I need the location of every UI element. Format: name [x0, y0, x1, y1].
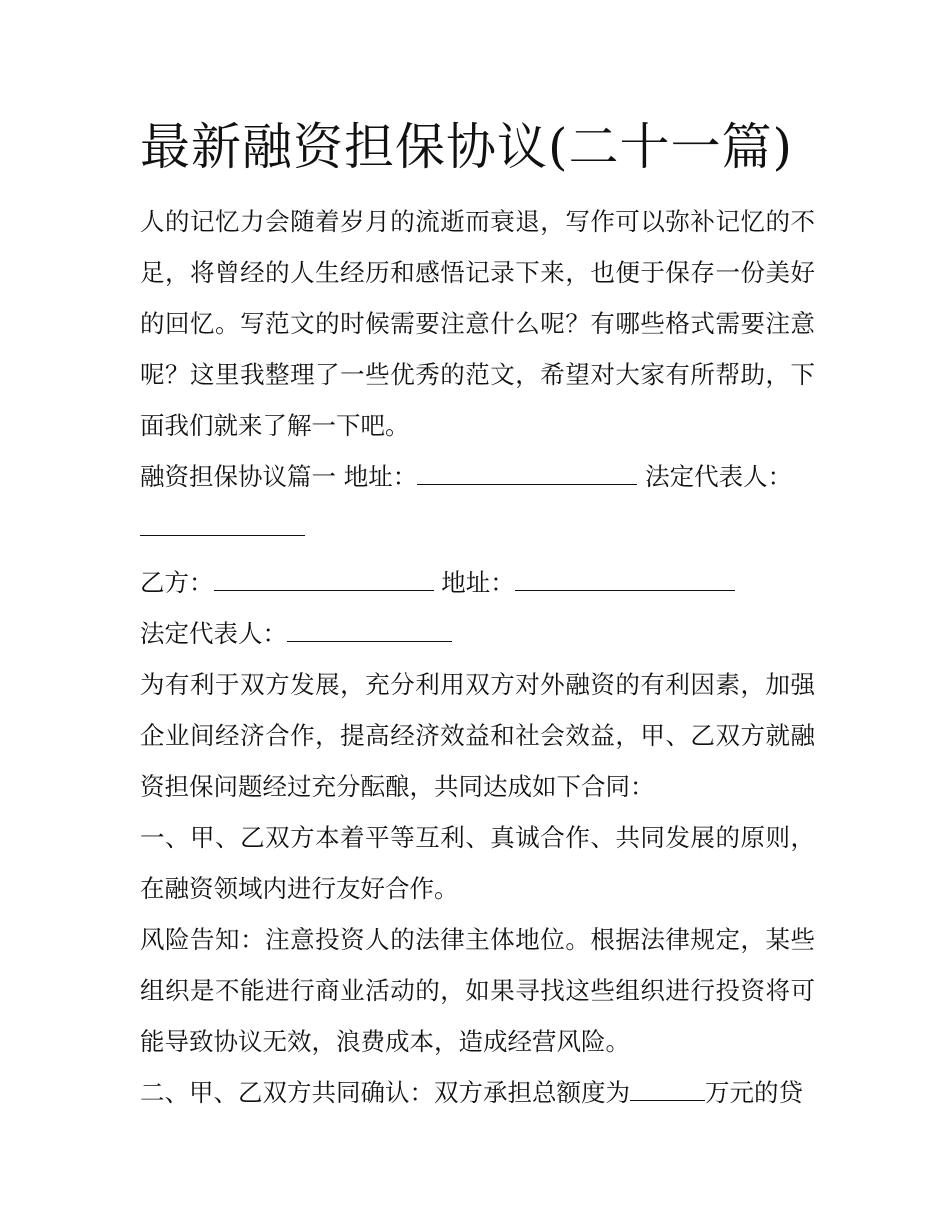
party-a-rep-label: 法定代表人：	[645, 462, 793, 491]
risk-notice-paragraph: 风险告知：注意投资人的法律主体地位。根据法律规定，某些组织是不能进行商业活动的，如果寻找这些组织进行投资将可能导致协议无效，浪费成本，造成经营风险。	[140, 925, 815, 1056]
party-b-rep-line	[140, 608, 815, 659]
party-a-heading: 融资担保协议篇一	[140, 462, 336, 491]
clause-1-paragraph: 一、甲、乙双方本着平等互利、真诚合作、共同发展的原则，在融资领域内进行友好合作。	[140, 823, 815, 903]
party-a-address-blank	[417, 462, 637, 485]
preamble-paragraph: 为有利于双方发展，充分利用双方对外融资的有利因素，加强企业间经济合作，提高经济效益和社会效益，甲、乙双方就融资担保问题经过充分酝酿，共同达成如下合同：	[140, 670, 815, 801]
document-page	[140, 112, 815, 1118]
document-title: 最新融资担保协议(二十一篇)	[140, 118, 794, 176]
clause-2-amount-blank	[630, 1078, 705, 1101]
party-b-line	[140, 557, 815, 608]
party-a-line	[140, 451, 815, 553]
intro-paragraph: 人的记忆力会随着岁月的流逝而衰退，写作可以弥补记忆的不足，将曾经的人生经历和感悟记录下来，也便于保存一份美好的回忆。写范文的时候需要注意什么呢？有哪些格式需要注意呢？这里我整理了一些优秀的范文，希望对大家有所帮助，下面我们就来了解一下吧。	[140, 207, 815, 440]
party-b-rep-label: 法定代表人：	[140, 619, 287, 648]
party-b-label: 乙方：	[140, 568, 214, 597]
clause-2-text-pre: 二、甲、乙双方共同确认：双方承担总额度为	[140, 1078, 630, 1107]
party-b-address-label: 地址：	[441, 568, 515, 597]
clause-2-text-post: 万元的贷	[705, 1078, 803, 1107]
party-a-address-label: 地址：	[343, 462, 418, 491]
party-b-rep-blank	[287, 619, 452, 642]
party-b-address-blank	[515, 568, 735, 591]
clause-2-paragraph	[140, 1067, 815, 1118]
party-b-name-blank	[214, 568, 434, 591]
party-a-rep-blank	[140, 513, 305, 536]
